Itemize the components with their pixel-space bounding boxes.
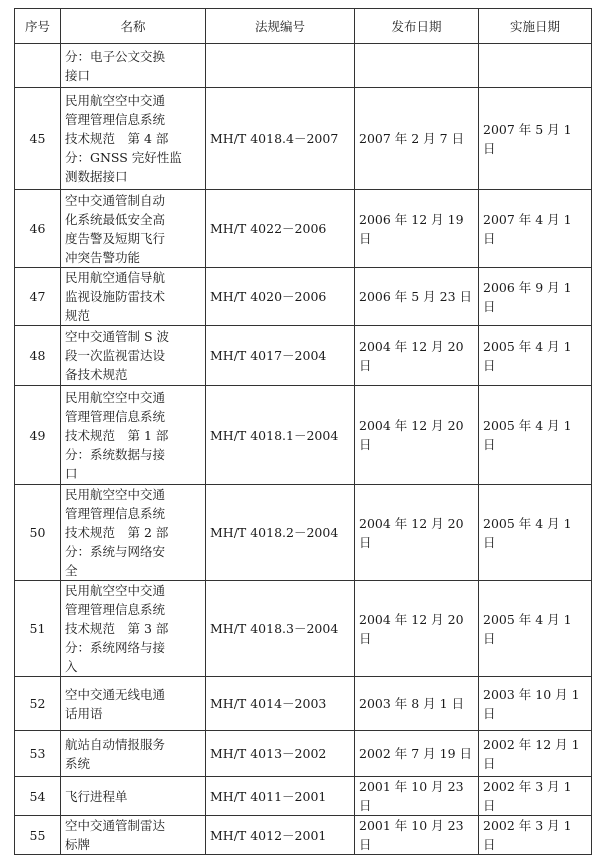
name-line: 规范	[65, 308, 91, 323]
cell-code: MH/T 4017－2004	[206, 326, 355, 386]
cell-name	[61, 190, 206, 268]
cell-no: 48	[15, 326, 61, 386]
cell-published: 2006 年 12 月 19 日	[355, 190, 479, 268]
name-line: 飞行进程单	[65, 788, 128, 804]
cell-no: 55	[15, 816, 61, 855]
cell-published	[355, 44, 479, 88]
cell-no: 46	[15, 190, 61, 268]
cell-effective: 2003 年 10 月 1 日	[479, 677, 592, 731]
header-published: 发布日期	[355, 9, 479, 44]
cell-published: 2004 年 12 月 20 日	[355, 581, 479, 677]
name-line: 监视设施防雷技术	[65, 289, 166, 304]
name-line: 民用航空空中交通	[65, 93, 166, 108]
table-row	[15, 731, 592, 777]
table-row	[15, 581, 592, 677]
regulations-table	[14, 8, 592, 855]
table-row	[15, 326, 592, 386]
header-code: 法规编号	[206, 9, 355, 44]
table-row	[15, 485, 592, 581]
header-no: 序号	[15, 9, 61, 44]
name-line: 管理管理信息系统	[65, 408, 166, 424]
name-line: 民用航空空中交通	[65, 583, 166, 598]
name-line: 测数据接口	[65, 169, 128, 184]
cell-code: MH/T 4022－2006	[206, 190, 355, 268]
cell-effective: 2005 年 4 月 1 日	[479, 326, 592, 386]
cell-published: 2004 年 12 月 20 日	[355, 485, 479, 581]
name-line: 管理管理信息系统	[65, 506, 166, 521]
name-line: 备技术规范	[65, 367, 128, 382]
cell-code: MH/T 4020－2006	[206, 268, 355, 326]
name-line: 口	[65, 465, 78, 481]
cell-code: MH/T 4018.3－2004	[206, 581, 355, 677]
name-line: 技术规范 第 3 部	[65, 621, 169, 636]
name-line: 系统	[65, 755, 91, 771]
cell-effective: 2005 年 4 月 1 日	[479, 386, 592, 485]
cell-effective: 2007 年 4 月 1 日	[479, 190, 592, 268]
cell-effective: 2005 年 4 月 1 日	[479, 581, 592, 677]
name-line: 全	[65, 563, 78, 578]
cell-no	[15, 44, 61, 88]
name-line: 段一次监视雷达设	[65, 348, 166, 363]
cell-name	[61, 581, 206, 677]
cell-code: MH/T 4018.1－2004	[206, 386, 355, 485]
name-line: 空中交通管制 S 波	[65, 329, 170, 344]
name-line: 度告警及短期飞行	[65, 230, 166, 246]
name-line: 民用航空空中交通	[65, 389, 166, 405]
cell-name	[61, 44, 206, 88]
name-line: 空中交通管制自动	[65, 192, 166, 208]
name-line: 管理管理信息系统	[65, 112, 166, 127]
name-line: 技术规范 第 2 部	[65, 525, 169, 540]
table-row	[15, 190, 592, 268]
cell-code: MH/T 4018.2－2004	[206, 485, 355, 581]
cell-code: MH/T 4014－2003	[206, 677, 355, 731]
cell-published: 2001 年 10 月 23 日	[355, 816, 479, 855]
cell-name	[61, 268, 206, 326]
header-effective: 实施日期	[479, 9, 592, 44]
cell-effective: 2002 年 12 月 1 日	[479, 731, 592, 777]
name-line: 空中交通管制雷达	[65, 818, 166, 833]
cell-effective: 2002 年 3 月 1 日	[479, 777, 592, 816]
cell-effective: 2007 年 5 月 1 日	[479, 88, 592, 190]
table-row	[15, 268, 592, 326]
name-line: 技术规范 第 4 部	[65, 131, 169, 146]
name-line: 化系统最低安全高	[65, 211, 166, 227]
table-row	[15, 386, 592, 485]
cell-effective: 2002 年 3 月 1 日	[479, 816, 592, 855]
cell-no: 50	[15, 485, 61, 581]
cell-effective: 2006 年 9 月 1 日	[479, 268, 592, 326]
cell-no: 52	[15, 677, 61, 731]
name-line: 民用航空空中交通	[65, 487, 166, 502]
name-line: 入	[65, 659, 78, 674]
cell-published: 2006 年 5 月 23 日	[355, 268, 479, 326]
cell-code	[206, 44, 355, 88]
cell-code: MH/T 4013－2002	[206, 731, 355, 777]
name-line: 分：系统数据与接	[65, 446, 166, 462]
name-line: 分：电子公文交换	[65, 48, 166, 64]
cell-name	[61, 677, 206, 731]
cell-name	[61, 386, 206, 485]
name-line: 分：系统与网络安	[65, 544, 166, 559]
cell-name	[61, 485, 206, 581]
name-line: 接口	[65, 67, 91, 83]
table-row	[15, 677, 592, 731]
table-header-row	[15, 9, 592, 44]
name-line: 航站自动情报服务	[65, 736, 166, 752]
cell-name	[61, 777, 206, 816]
cell-name	[61, 88, 206, 190]
cell-code: MH/T 4018.4－2007	[206, 88, 355, 190]
cell-effective	[479, 44, 592, 88]
table-body	[15, 44, 592, 855]
cell-no: 45	[15, 88, 61, 190]
cell-published: 2001 年 10 月 23 日	[355, 777, 479, 816]
cell-published: 2004 年 12 月 20 日	[355, 326, 479, 386]
table-row	[15, 88, 592, 190]
cell-no: 54	[15, 777, 61, 816]
name-line: 分：GNSS 完好性监	[65, 150, 182, 165]
name-line: 民用航空通信导航	[65, 270, 166, 285]
name-line: 管理管理信息系统	[65, 602, 166, 617]
cell-no: 47	[15, 268, 61, 326]
cell-name	[61, 731, 206, 777]
name-line: 技术规范 第 1 部	[65, 427, 169, 443]
name-line: 话用语	[65, 705, 103, 721]
cell-no: 51	[15, 581, 61, 677]
cell-published: 2004 年 12 月 20 日	[355, 386, 479, 485]
cell-no: 53	[15, 731, 61, 777]
cell-code: MH/T 4011－2001	[206, 777, 355, 816]
name-line: 空中交通无线电通	[65, 686, 166, 702]
table-row	[15, 44, 592, 88]
name-line: 标牌	[65, 837, 91, 852]
cell-published: 2007 年 2 月 7 日	[355, 88, 479, 190]
header-name: 名称	[61, 9, 206, 44]
name-line: 分：系统网络与接	[65, 640, 166, 655]
cell-name	[61, 326, 206, 386]
cell-no: 49	[15, 386, 61, 485]
cell-code: MH/T 4012－2001	[206, 816, 355, 855]
cell-effective: 2005 年 4 月 1 日	[479, 485, 592, 581]
cell-published: 2002 年 7 月 19 日	[355, 731, 479, 777]
cell-published: 2003 年 8 月 1 日	[355, 677, 479, 731]
table-row	[15, 777, 592, 816]
name-line: 冲突告警功能	[65, 249, 141, 265]
